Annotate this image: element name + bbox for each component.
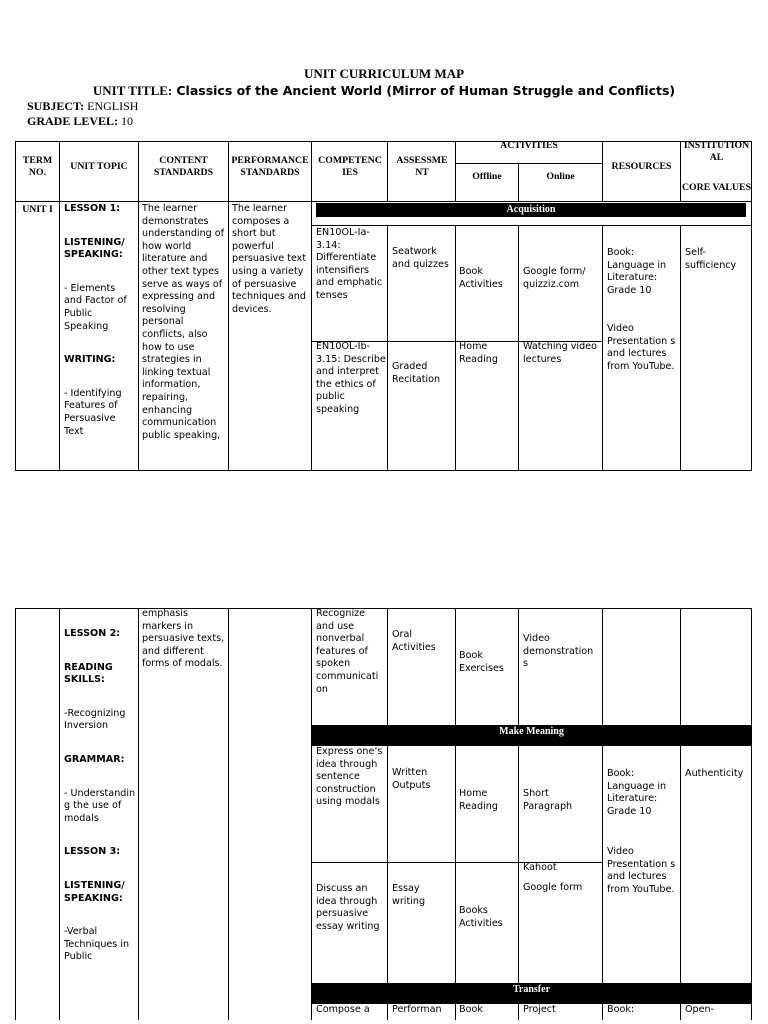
lesson-3-label: LESSON 3: xyxy=(64,846,121,858)
resources-video-1: Video Presentation s and lectures from YouTube. xyxy=(607,323,676,372)
lesson-2-label: LESSON 2: xyxy=(64,628,121,639)
offline-4: Home Reading xyxy=(459,788,498,812)
competency-1: EN10OL-Ia-3.14: Differentiate intensifiers and emphatic tenses xyxy=(316,227,383,301)
unit-title xyxy=(0,83,768,99)
grid-line xyxy=(59,608,60,1020)
online-4: Short Paragraph xyxy=(523,788,573,812)
grid-line xyxy=(387,608,388,725)
resources-book-2: Book: Language in Literature: Grade 10 xyxy=(607,768,667,817)
grid-line xyxy=(602,608,603,725)
document-title: UNIT CURRICULUM MAP xyxy=(303,66,465,81)
assessment-6: Performan xyxy=(392,1004,442,1015)
competency-5: Discuss an idea through persuasive essay writing xyxy=(316,883,380,932)
assessment-4: Written Outputs xyxy=(392,767,431,791)
col-header-online: Online xyxy=(546,171,575,182)
online-5a: Kahoot xyxy=(523,862,557,873)
grid-line xyxy=(680,746,681,983)
grid-line xyxy=(311,608,312,1020)
grid-line xyxy=(228,608,229,1020)
grid-line xyxy=(138,141,139,471)
grade-value: 10 xyxy=(121,114,134,128)
grid-line xyxy=(518,1004,519,1020)
col-header-assessment: ASSESSME NT xyxy=(396,155,448,178)
col-header-term: TERM NO. xyxy=(22,155,53,178)
core-value-2: Authenticity xyxy=(685,768,744,779)
grid-line xyxy=(455,746,456,983)
grid-line xyxy=(602,1004,603,1020)
listening-speaking-item-2: -Verbal Techniques in Public xyxy=(64,926,130,963)
grammar-item: - Understandin g the use of modals xyxy=(64,787,136,824)
assessment-2: Graded Recitation xyxy=(392,361,441,385)
col-header-competencies: COMPETENC IES xyxy=(318,155,382,178)
online-1: Google form/ quizziz.com xyxy=(523,266,586,290)
grid-line xyxy=(518,225,519,471)
resources-book-1: Book: Language in Literature: Grade 10 xyxy=(607,247,667,296)
grid-line xyxy=(228,141,229,471)
col-header-offline: Offline xyxy=(472,171,502,182)
online-5b: Google form xyxy=(523,882,583,893)
online-3: Video demonstration s xyxy=(523,633,594,670)
col-header-core-values: CORE VALUES xyxy=(681,182,752,193)
subject-value: ENGLISH xyxy=(87,99,139,113)
reading-skills-heading: READING SKILLS: xyxy=(64,661,113,686)
writing-heading: WRITING: xyxy=(64,354,116,366)
topic-cell-page-2 xyxy=(64,628,136,964)
offline-2: Home Reading xyxy=(459,341,498,365)
core-value-1: Self-sufficiency xyxy=(685,247,737,271)
competency-3: Recognize and use nonverbal features of spoken communicati on xyxy=(316,608,379,695)
resources-6: Book: xyxy=(607,1004,635,1015)
grid-line xyxy=(387,1004,388,1020)
grid-line xyxy=(680,608,681,725)
term-number: UNIT I xyxy=(22,204,53,215)
offline-1: Book Activities xyxy=(459,266,503,290)
grid-line xyxy=(455,225,456,471)
resources-video-2: Video Presentation s and lectures from YouTube. xyxy=(607,846,676,895)
col-header-performance: PERFORMANCE STANDARDS xyxy=(231,155,309,178)
grid-line xyxy=(455,163,602,164)
reading-skills-item: -Recognizing Inversion xyxy=(64,707,126,732)
grid-line xyxy=(138,608,139,1020)
make-meaning-bar: Make Meaning xyxy=(311,725,752,746)
grade-line xyxy=(27,114,133,129)
assessment-5: Essay writing xyxy=(392,883,426,907)
grid-line xyxy=(455,1004,456,1020)
grid-line xyxy=(311,225,752,226)
grid-line xyxy=(387,141,388,201)
grid-line xyxy=(680,1004,681,1020)
col-header-institutional: INSTITUTION AL xyxy=(683,140,750,163)
competency-2: EN10OL-Ib-3.15: Describe and interpret the ethics of public speaking xyxy=(316,341,386,415)
topic-cell xyxy=(64,203,136,438)
subject-label: SUBJECT: xyxy=(27,99,85,113)
transfer-bar: Transfer xyxy=(311,983,752,1004)
grid-line xyxy=(311,141,312,471)
offline-6: Book xyxy=(459,1004,483,1015)
online-6: Project xyxy=(523,1004,556,1015)
listening-speaking-heading: LISTENING/ SPEAKING: xyxy=(64,236,125,261)
content-standard-cont: emphasis markers in persuasive texts, and different forms of modals. xyxy=(142,608,225,670)
listening-speaking-heading-2: LISTENING/ SPEAKING: xyxy=(64,879,125,904)
grade-label: GRADE LEVEL: xyxy=(27,114,119,128)
unit-title-label: UNIT TITLE: xyxy=(92,83,173,98)
grammar-heading: GRAMMAR: xyxy=(64,753,125,765)
lesson-1-label: LESSON 1: xyxy=(64,203,121,214)
content-standard: The learner demonstrates understanding of how world literature and other text types serve as ways of expressing and resolving personal conflicts, also how to use strategies in linking textual information, repairing, enhancing communication public speaking, xyxy=(142,203,225,441)
grid-line xyxy=(602,746,603,983)
grid-line xyxy=(518,608,519,725)
grid-line xyxy=(455,608,456,725)
competency-4: Express one’s idea through sentence construction using modals xyxy=(316,746,383,808)
col-header-topic: UNIT TOPIC xyxy=(70,161,128,172)
grid-line xyxy=(680,225,681,471)
grid-line xyxy=(15,201,752,202)
col-header-resources: RESOURCES xyxy=(611,161,672,172)
competency-6: Compose a xyxy=(316,1004,370,1015)
grid-line xyxy=(59,141,60,471)
offline-3: Book Exercises xyxy=(459,650,504,674)
col-header-activities: ACTIVITIES xyxy=(500,140,558,151)
grid-line xyxy=(387,746,388,983)
grid-line xyxy=(602,225,603,471)
subject-line xyxy=(27,99,138,114)
performance-standard: The learner composes a short but powerful persuasive text using a variety of persuasive techniques and devices. xyxy=(232,203,307,315)
assessment-1: Seatwork and quizzes xyxy=(392,246,449,270)
acquisition-bar: Acquisition xyxy=(316,203,746,217)
col-header-content: CONTENT STANDARDS xyxy=(153,155,214,178)
offline-5: Books Activities xyxy=(459,905,503,929)
listening-speaking-item: - Elements and Factor of Public Speaking xyxy=(64,282,127,332)
online-2: Watching video lectures xyxy=(523,341,597,365)
grid-line xyxy=(387,225,388,471)
unit-title-value: Classics of the Ancient World (Mirror of Human Struggle and Conflicts) xyxy=(176,83,676,98)
assessment-3: Oral Activities xyxy=(392,629,436,653)
writing-item: - Identifying Features of Persuasive Text xyxy=(64,387,122,437)
core-value-6: Open- xyxy=(685,1004,715,1015)
grid-line xyxy=(518,746,519,983)
